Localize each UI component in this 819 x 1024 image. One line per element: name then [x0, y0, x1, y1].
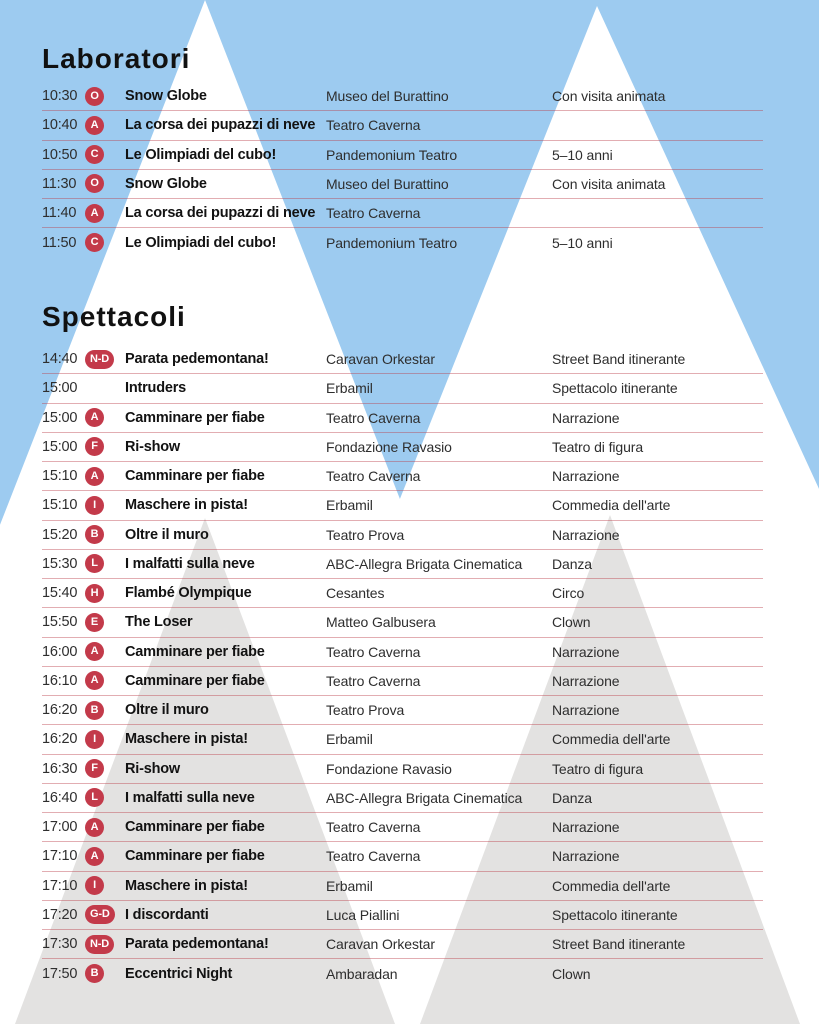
- event-title: Camminare per fiabe: [125, 468, 265, 485]
- event-time: 17:10: [42, 848, 78, 865]
- event-company: Teatro Caverna: [326, 409, 421, 426]
- schedule-row: [42, 462, 763, 491]
- event-note: Danza: [552, 789, 592, 806]
- event-time: 17:20: [42, 906, 78, 923]
- event-company: Pandemonium Teatro: [326, 234, 458, 251]
- event-time: 16:00: [42, 643, 78, 660]
- schedule-row: [42, 901, 763, 930]
- event-company: Teatro Caverna: [326, 672, 421, 689]
- event-company: Teatro Prova: [326, 526, 405, 543]
- event-time: 17:50: [42, 965, 78, 982]
- section-title: Laboratori: [42, 43, 191, 74]
- schedule-row: [42, 813, 763, 842]
- event-code-badge: H: [85, 584, 104, 603]
- program-section: [42, 42, 763, 258]
- event-note: Danza: [552, 555, 592, 572]
- event-company: Teatro Caverna: [326, 468, 421, 485]
- event-time: 10:40: [42, 117, 78, 134]
- event-code-badge: B: [85, 701, 104, 720]
- event-time: 16:20: [42, 702, 78, 719]
- schedule-row: [42, 842, 763, 871]
- event-title: I malfatti sulla neve: [125, 555, 255, 572]
- schedule-rows: [42, 345, 763, 989]
- event-code-badge: F: [85, 437, 104, 456]
- event-company: Erbamil: [326, 380, 373, 397]
- event-code-badge: A: [85, 116, 104, 135]
- schedule-row: [42, 345, 763, 374]
- event-company: Fondazione Ravasio: [326, 438, 452, 455]
- event-note: Spettacolo itinerante: [552, 906, 678, 923]
- event-badge-cell: [85, 408, 125, 427]
- event-title: Camminare per fiabe: [125, 672, 265, 689]
- event-badge-cell: [85, 174, 125, 193]
- event-note: Clown: [552, 965, 591, 982]
- event-company: Cesantes: [326, 585, 385, 602]
- event-badge-cell: [85, 730, 125, 749]
- event-code-badge: G-D: [85, 905, 115, 924]
- event-title: I discordanti: [125, 906, 209, 923]
- event-code-badge: L: [85, 554, 104, 573]
- event-company: Museo del Burattino: [326, 175, 449, 192]
- event-time: 15:00: [42, 409, 78, 426]
- event-title: Ri-show: [125, 438, 180, 455]
- schedule-row: [42, 111, 763, 140]
- event-time: 16:30: [42, 760, 78, 777]
- event-title: Oltre il muro: [125, 526, 209, 543]
- event-note: Street Band itinerante: [552, 351, 686, 368]
- event-code-badge: I: [85, 730, 104, 749]
- schedule-row: [42, 784, 763, 813]
- event-company: Pandemonium Teatro: [326, 146, 458, 163]
- event-time: 15:10: [42, 497, 78, 514]
- schedule-row: [42, 638, 763, 667]
- event-badge-cell: [85, 379, 125, 398]
- event-time: 11:50: [42, 234, 77, 251]
- event-time: 10:50: [42, 146, 78, 163]
- schedule-row: [42, 141, 763, 170]
- event-title: Snow Globe: [125, 175, 207, 192]
- event-badge-cell: [85, 437, 125, 456]
- schedule-row: [42, 550, 763, 579]
- event-code-badge: C: [85, 145, 104, 164]
- event-badge-cell: [85, 876, 125, 895]
- event-title: Flambé Olympique: [125, 585, 252, 602]
- event-title: Parata pedemontana!: [125, 936, 269, 953]
- event-badge-cell: [85, 759, 125, 778]
- event-company: Teatro Caverna: [326, 205, 421, 222]
- event-code-badge: A: [85, 408, 104, 427]
- event-company: Caravan Orkestar: [326, 936, 435, 953]
- schedule-row: [42, 696, 763, 725]
- event-note: Teatro di figura: [552, 438, 644, 455]
- event-badge-cell: [85, 525, 125, 544]
- event-note: Narrazione: [552, 526, 620, 543]
- event-company: Luca Piallini: [326, 906, 400, 923]
- event-badge-cell: [85, 204, 125, 223]
- schedule-row: [42, 199, 763, 228]
- event-badge-cell: [85, 496, 125, 515]
- schedule-row: [42, 228, 763, 257]
- event-company: Teatro Caverna: [326, 117, 421, 134]
- event-company: Ambaradan: [326, 965, 398, 982]
- event-time: 15:00: [42, 380, 78, 397]
- event-time: 15:00: [42, 438, 78, 455]
- event-note: Commedia dell'arte: [552, 877, 671, 894]
- event-badge-cell: [85, 964, 125, 983]
- event-code-badge: B: [85, 964, 104, 983]
- event-title: Maschere in pista!: [125, 497, 248, 514]
- event-note: Con visita animata: [552, 88, 666, 105]
- event-badge-cell: [85, 788, 125, 807]
- schedule-row: [42, 404, 763, 433]
- event-time: 17:30: [42, 936, 78, 953]
- schedule-rows: [42, 82, 763, 258]
- event-time: 15:40: [42, 585, 78, 602]
- event-code-badge: O: [85, 87, 104, 106]
- event-code-badge: A: [85, 671, 104, 690]
- event-note: Teatro di figura: [552, 760, 644, 777]
- event-code-badge: A: [85, 818, 104, 837]
- event-badge-cell: [85, 818, 125, 837]
- schedule-row: [42, 521, 763, 550]
- event-note: Circo: [552, 585, 585, 602]
- event-code-badge: A: [85, 642, 104, 661]
- event-company: Teatro Caverna: [326, 643, 421, 660]
- schedule-row: [42, 667, 763, 696]
- schedule-row: [42, 608, 763, 637]
- event-code-badge: I: [85, 496, 104, 515]
- event-time: 15:50: [42, 614, 78, 631]
- event-company: Matteo Galbusera: [326, 614, 436, 631]
- event-title: I malfatti sulla neve: [125, 789, 255, 806]
- event-note: Street Band itinerante: [552, 936, 686, 953]
- event-code-badge: L: [85, 788, 104, 807]
- event-code-badge: I: [85, 876, 104, 895]
- event-code-badge: N-D: [85, 350, 114, 369]
- event-company: ABC-Allegra Brigata Cinematica: [326, 789, 523, 806]
- event-note: Narrazione: [552, 468, 620, 485]
- event-note: Commedia dell'arte: [552, 731, 671, 748]
- event-time: 11:40: [42, 205, 77, 222]
- event-title: Maschere in pista!: [125, 877, 248, 894]
- schedule-row: [42, 170, 763, 199]
- event-note: Narrazione: [552, 672, 620, 689]
- event-badge-cell: [85, 701, 125, 720]
- event-title: Camminare per fiabe: [125, 819, 265, 836]
- event-title: Maschere in pista!: [125, 731, 248, 748]
- event-badge-cell: [85, 350, 125, 369]
- event-title: La corsa dei pupazzi di neve: [125, 205, 316, 222]
- event-code-badge: A: [85, 847, 104, 866]
- event-note: Clown: [552, 614, 591, 631]
- event-time: 16:10: [42, 672, 78, 689]
- schedule-row: [42, 872, 763, 901]
- event-badge-cell: [85, 905, 125, 924]
- event-code-badge: B: [85, 525, 104, 544]
- event-time: 14:40: [42, 351, 78, 368]
- event-code-badge: O: [85, 174, 104, 193]
- event-badge-cell: [85, 554, 125, 573]
- event-company: Teatro Caverna: [326, 848, 421, 865]
- event-time: 15:30: [42, 555, 78, 572]
- event-badge-cell: [85, 116, 125, 135]
- schedule-row: [42, 579, 763, 608]
- event-title: The Loser: [125, 614, 193, 631]
- event-note: 5–10 anni: [552, 146, 613, 163]
- event-company: Teatro Caverna: [326, 819, 421, 836]
- event-title: La corsa dei pupazzi di neve: [125, 117, 316, 134]
- event-code-badge: N-D: [85, 935, 114, 954]
- event-company: Fondazione Ravasio: [326, 760, 452, 777]
- event-time: 11:30: [42, 175, 77, 192]
- event-note: Con visita animata: [552, 175, 666, 192]
- schedule-row: [42, 959, 763, 988]
- schedule-row: [42, 755, 763, 784]
- event-title: Le Olimpiadi del cubo!: [125, 234, 277, 251]
- event-title: Camminare per fiabe: [125, 848, 265, 865]
- event-badge-cell: [85, 145, 125, 164]
- event-time: 15:20: [42, 526, 78, 543]
- event-code-badge: A: [85, 204, 104, 223]
- event-note: Narrazione: [552, 409, 620, 426]
- event-time: 16:40: [42, 789, 78, 806]
- event-company: Caravan Orkestar: [326, 351, 435, 368]
- event-note: Narrazione: [552, 702, 620, 719]
- event-note: Narrazione: [552, 819, 620, 836]
- event-badge-cell: [85, 671, 125, 690]
- event-note: Narrazione: [552, 848, 620, 865]
- event-code-badge: A: [85, 467, 104, 486]
- event-time: 17:10: [42, 877, 78, 894]
- event-title: Ri-show: [125, 760, 180, 777]
- event-company: Erbamil: [326, 877, 373, 894]
- event-company: Erbamil: [326, 731, 373, 748]
- event-badge-cell: [85, 233, 125, 252]
- event-note: 5–10 anni: [552, 234, 613, 251]
- event-code-badge: C: [85, 233, 104, 252]
- schedule-row: [42, 491, 763, 520]
- event-company: Teatro Prova: [326, 702, 405, 719]
- event-time: 17:00: [42, 819, 78, 836]
- event-title: Camminare per fiabe: [125, 409, 265, 426]
- event-badge-cell: [85, 467, 125, 486]
- event-note: Commedia dell'arte: [552, 497, 671, 514]
- schedule-row: [42, 433, 763, 462]
- event-badge-cell: [85, 87, 125, 106]
- event-time: 10:30: [42, 88, 78, 105]
- event-company: ABC-Allegra Brigata Cinematica: [326, 555, 523, 572]
- event-title: Intruders: [125, 380, 187, 397]
- schedule-row: [42, 725, 763, 754]
- event-company: Erbamil: [326, 497, 373, 514]
- event-note: Narrazione: [552, 643, 620, 660]
- event-title: Parata pedemontana!: [125, 351, 269, 368]
- program-section: [42, 300, 763, 989]
- schedule-row: [42, 374, 763, 403]
- event-badge-cell: [85, 847, 125, 866]
- event-badge-cell: [85, 584, 125, 603]
- event-time: 16:20: [42, 731, 78, 748]
- event-note: Spettacolo itinerante: [552, 380, 678, 397]
- event-code-badge: F: [85, 759, 104, 778]
- event-title: Camminare per fiabe: [125, 643, 265, 660]
- event-title: Oltre il muro: [125, 702, 209, 719]
- event-code-badge: E: [85, 613, 104, 632]
- schedule-row: [42, 82, 763, 111]
- section-title: Spettacoli: [42, 301, 186, 332]
- event-title: Snow Globe: [125, 88, 207, 105]
- event-title: Le Olimpiadi del cubo!: [125, 146, 277, 163]
- schedule-row: [42, 930, 763, 959]
- event-title: Eccentrici Night: [125, 965, 233, 982]
- event-time: 15:10: [42, 468, 78, 485]
- event-badge-cell: [85, 935, 125, 954]
- event-badge-cell: [85, 613, 125, 632]
- event-company: Museo del Burattino: [326, 88, 449, 105]
- event-badge-cell: [85, 642, 125, 661]
